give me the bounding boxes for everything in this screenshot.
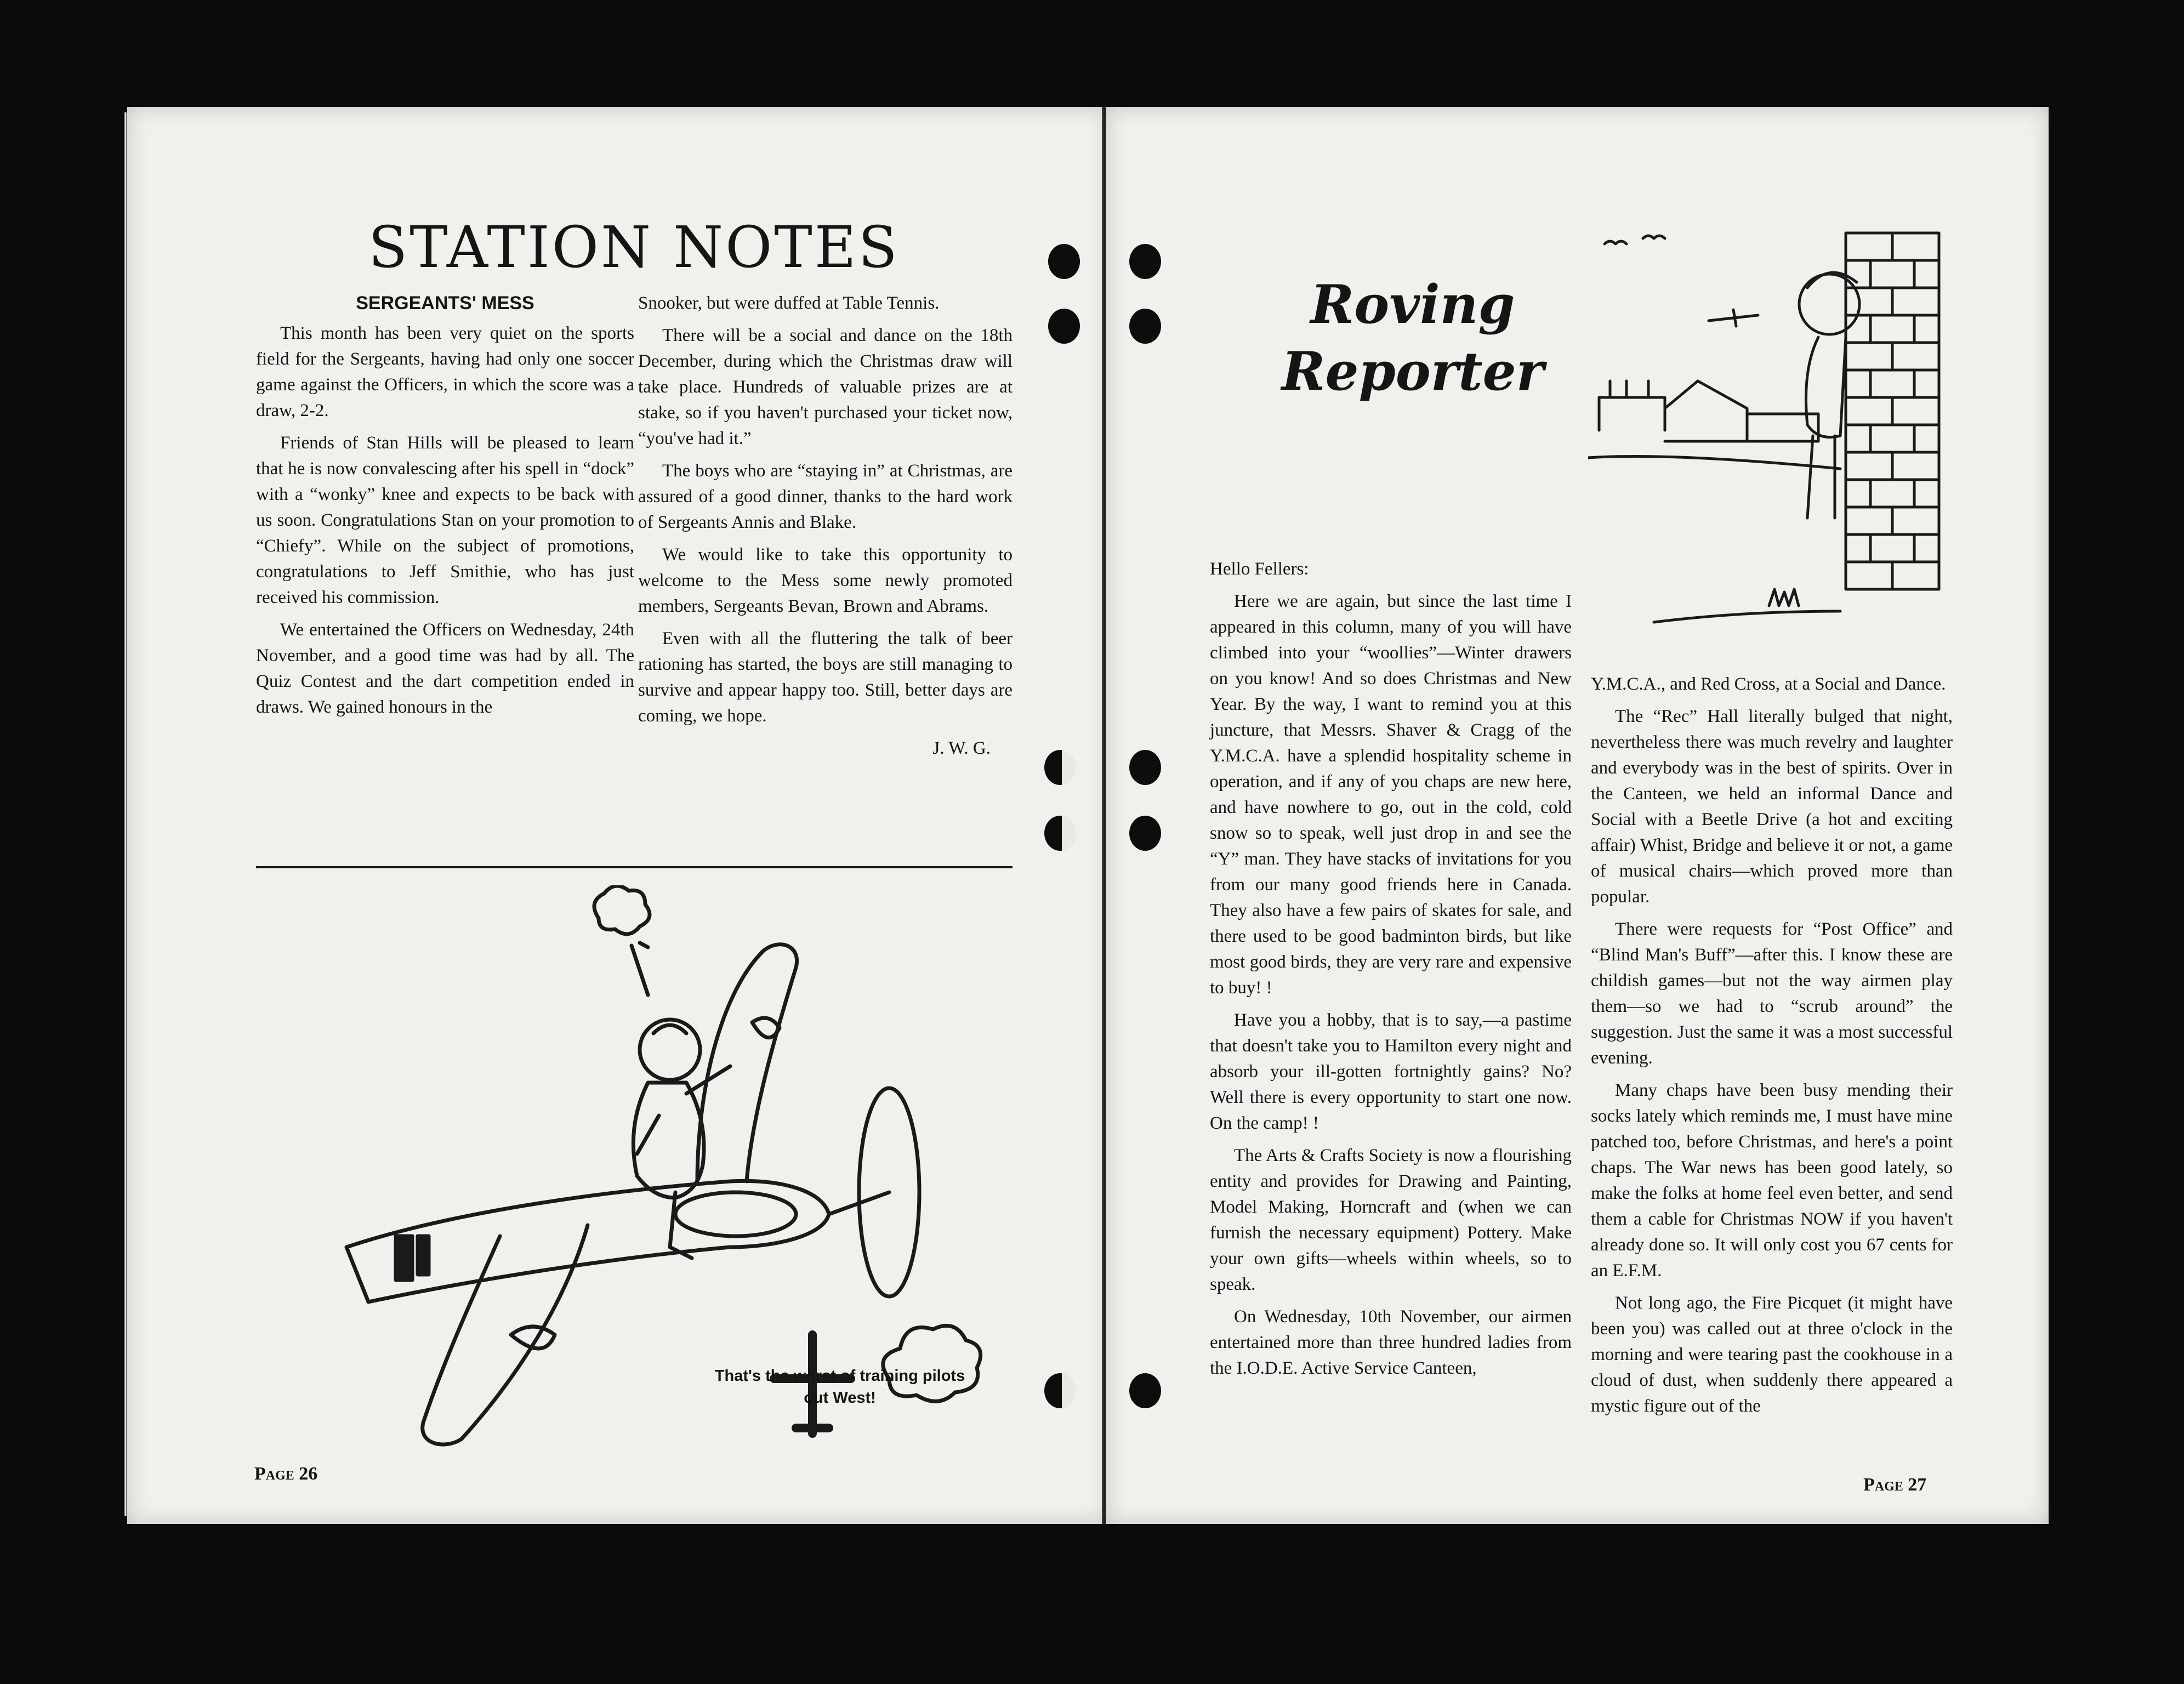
paragraph: Many chaps have been busy mending their socks lately which reminds me, I must have mine patched too, before Christmas, and here's a point chaps. The War news has been good lately, so make the folks at home feel even better, and send them a cable for Christmas NOW if you haven't already done so. It will only cost you 67 cents for an E.F.M. (1591, 1080, 1953, 1281)
column-title: Roving Reporter (1281, 274, 1544, 402)
left-page (127, 107, 1108, 1524)
paragraph: Not long ago, the Fire Picquet (it might have been you) was called out at three o'clock in the morning and were tearing past the cookhouse in a cloud of dust, when suddenly there appeared a mystic figure out of the (1591, 1293, 1953, 1416)
reporter-illustration (1588, 227, 1950, 655)
paragraph: The boys who are “staying in” at Christmas, are assured of a good dinner, thanks to the hard work of Sergeants Annis and Blake. (638, 461, 1013, 532)
paragraph: We would like to take this opportunity to welcome to the Mess some newly promoted members, Sergeants Bevan, Brown and Abrams. (638, 545, 1013, 616)
binding-hole (1044, 750, 1076, 785)
section-heading: SERGEANTS' MESS (356, 293, 534, 314)
paragraph: Here we are again, but since the last time I appeared in this column, many of you will have climbed into your “woollies”—Winter drawers on you know! And so does Christmas and New Year. By the way, I want to remind you at this juncture, that Messrs. Shaver & Cragg of the Y.M.C.A. have a splendid hospitality scheme in operation, and if any of you chaps are new here, and have nowhere to go, out in the cold, cold snow so to speak, well just drop in and see the “Y” man. They have stacks of invitations for you from our many good friends here in Canada. They also have a few pairs of skates for sale, and there used to be good badminton birds, but like most good birds, they are very rare and expensive to buy! ! (1210, 591, 1572, 998)
paragraph: Friends of Stan Hills will be pleased to learn that he is now convalescing after his spell in “dock” with a “wonky” knee and expects to be back with us soon. Congratulations Stan on your promotion to “Chiefy”. While on the subject of promotions, congratulations to Jeff Smithie, who has just received his commission. (256, 433, 634, 607)
paragraph: There were requests for “Post Office” and “Blind Man's Buff”—after this. I know these are childish games—but not the way airmen play them—so we had to “scrub around” the suggestion. Just the same it was a most successful evening. (1591, 919, 1953, 1068)
page-number: Page 27 (1863, 1475, 1927, 1495)
signature: J. W. G. (932, 738, 991, 758)
paragraph: Y.M.C.A., and Red Cross, at a Social and Dance. (1591, 674, 1946, 694)
paragraph: We entertained the Officers on Wednesday, 24th November, and a good time was had by all. The Quiz Contest and the dart competition ended in draws. We gained honours in the (256, 620, 634, 717)
paragraph: The Arts & Crafts Society is now a flourishing entity and provides for Drawing and Painting, Model Making, Horncraft and (when we can furnish the necessary equipment) Pottery. Make your own gifts—wheels within wheels, so to speak. (1210, 1146, 1572, 1294)
binding-hole (1044, 816, 1076, 851)
column-2 (638, 291, 1013, 761)
paragraph: On Wednesday, 10th November, our airmen entertained more than three hundred ladies from the I.O.D.E. Active Service Canteen, (1210, 1307, 1572, 1378)
binding-hole (1129, 1373, 1161, 1408)
binding-hole (1129, 309, 1161, 344)
column-2 (1591, 672, 1953, 1426)
page-number: Page 26 (254, 1464, 318, 1484)
salutation: Hello Fellers: (1210, 559, 1309, 579)
column-1 (1210, 556, 1572, 1388)
paragraph: There will be a social and dance on the 18th December, during which the Christmas draw will take place. Hundreds of valuable prizes are at stake, so if you haven't purchased your ticket now, “you've had it.” (638, 326, 1013, 448)
divider-rule (256, 866, 1013, 868)
binding-hole (1129, 816, 1161, 851)
page-title: STATION NOTES (368, 214, 900, 281)
paragraph: This month has been very quiet on the sports field for the Sergeants, having had only one soccer game against the Officers, in which the score was a draw, 2-2. (256, 323, 634, 420)
binding-hole (1044, 1373, 1076, 1408)
paragraph: Even with all the fluttering the talk of beer rationing has started, the boys are still managing to survive and appear happy too. Still, better days are coming, we hope. (638, 629, 1013, 726)
paragraph: Have you a hobby, that is to say,—a pastime that doesn't take you to Hamilton every night and absorb your ill-gotten fortnightly gains? No? Well there is every opportunity to start one now. On the camp! ! (1210, 1010, 1572, 1133)
cartoon-caption: That's the worst of training pilots out West! (714, 1367, 965, 1407)
column-1 (256, 291, 634, 727)
binding-hole (1129, 750, 1161, 785)
binding-hole (1129, 244, 1161, 279)
paragraph: Snooker, but were duffed at Table Tennis. (638, 293, 940, 313)
binding-hole (1048, 244, 1080, 279)
right-page (1106, 107, 2049, 1524)
binding-hole (1048, 309, 1080, 344)
paragraph: The “Rec” Hall literally bulged that night, nevertheless there was much revelry and laughter and everybody was in the best of spirits. Over in the Canteen, we held an informal Dance and Social with a Beetle Drive (a hot and exciting affair) Whist, Bridge and believe it or not, a game of musical chairs—which proved more than popular. (1591, 707, 1953, 907)
